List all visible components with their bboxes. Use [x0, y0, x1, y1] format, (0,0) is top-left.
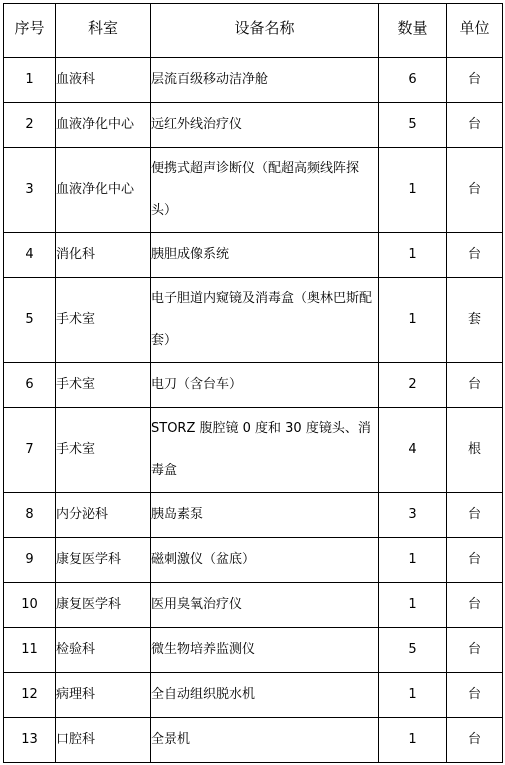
table-row	[4, 538, 503, 583]
cell-unit: 台	[447, 103, 503, 148]
equipment-table	[3, 3, 503, 763]
cell-department: 检验科	[56, 628, 151, 673]
cell-serial-number: 6	[4, 363, 56, 408]
cell-serial-number: 5	[4, 278, 56, 363]
cell-quantity: 6	[379, 58, 447, 103]
table-row	[4, 278, 503, 363]
cell-unit: 台	[447, 673, 503, 718]
cell-equipment-name: 全景机	[151, 718, 379, 763]
cell-quantity: 1	[379, 673, 447, 718]
cell-equipment-name: 微生物培养监测仪	[151, 628, 379, 673]
cell-equipment-name: 胰岛素泵	[151, 493, 379, 538]
cell-quantity: 1	[379, 148, 447, 233]
cell-unit: 台	[447, 148, 503, 233]
cell-serial-number: 13	[4, 718, 56, 763]
header-equipment-name: 设备名称	[151, 4, 379, 58]
table-row	[4, 718, 503, 763]
cell-unit: 套	[447, 278, 503, 363]
cell-serial-number: 2	[4, 103, 56, 148]
cell-unit: 台	[447, 628, 503, 673]
cell-unit: 台	[447, 58, 503, 103]
cell-quantity: 5	[379, 628, 447, 673]
cell-equipment-name: 电刀（含台车）	[151, 363, 379, 408]
header-serial-number: 序号	[4, 4, 56, 58]
cell-equipment-name: 电子胆道内窥镜及消毒盒（奥林巴斯配套）	[151, 278, 379, 363]
table-row	[4, 363, 503, 408]
cell-equipment-name: 胰胆成像系统	[151, 233, 379, 278]
cell-department: 手术室	[56, 363, 151, 408]
cell-department: 病理科	[56, 673, 151, 718]
table-header-row	[4, 4, 503, 58]
table-row	[4, 233, 503, 278]
cell-unit: 台	[447, 233, 503, 278]
cell-serial-number: 11	[4, 628, 56, 673]
cell-equipment-name: STORZ 腹腔镜 0 度和 30 度镜头、消毒盒	[151, 408, 379, 493]
cell-serial-number: 9	[4, 538, 56, 583]
cell-department: 血液科	[56, 58, 151, 103]
cell-department: 手术室	[56, 408, 151, 493]
cell-quantity: 1	[379, 233, 447, 278]
cell-equipment-name: 层流百级移动洁净舱	[151, 58, 379, 103]
header-unit: 单位	[447, 4, 503, 58]
cell-department: 血液净化中心	[56, 148, 151, 233]
cell-equipment-name: 便携式超声诊断仪（配超高频线阵探头）	[151, 148, 379, 233]
cell-serial-number: 4	[4, 233, 56, 278]
cell-department: 内分泌科	[56, 493, 151, 538]
header-quantity: 数量	[379, 4, 447, 58]
cell-serial-number: 3	[4, 148, 56, 233]
table-row	[4, 493, 503, 538]
table-row	[4, 628, 503, 673]
cell-unit: 台	[447, 493, 503, 538]
cell-department: 手术室	[56, 278, 151, 363]
cell-quantity: 4	[379, 408, 447, 493]
cell-equipment-name: 磁刺激仪（盆底）	[151, 538, 379, 583]
table-row	[4, 408, 503, 493]
cell-unit: 台	[447, 363, 503, 408]
cell-quantity: 5	[379, 103, 447, 148]
table-row	[4, 148, 503, 233]
cell-serial-number: 8	[4, 493, 56, 538]
cell-quantity: 1	[379, 718, 447, 763]
cell-unit: 根	[447, 408, 503, 493]
cell-equipment-name: 远红外线治疗仪	[151, 103, 379, 148]
cell-unit: 台	[447, 583, 503, 628]
cell-serial-number: 7	[4, 408, 56, 493]
cell-quantity: 3	[379, 493, 447, 538]
table-row	[4, 103, 503, 148]
cell-department: 口腔科	[56, 718, 151, 763]
cell-serial-number: 1	[4, 58, 56, 103]
cell-quantity: 1	[379, 278, 447, 363]
table-row	[4, 58, 503, 103]
cell-quantity: 1	[379, 538, 447, 583]
cell-serial-number: 10	[4, 583, 56, 628]
header-department: 科室	[56, 4, 151, 58]
table-row	[4, 673, 503, 718]
cell-quantity: 1	[379, 583, 447, 628]
cell-department: 消化科	[56, 233, 151, 278]
cell-quantity: 2	[379, 363, 447, 408]
table-row	[4, 583, 503, 628]
cell-department: 康复医学科	[56, 538, 151, 583]
cell-equipment-name: 全自动组织脱水机	[151, 673, 379, 718]
cell-equipment-name: 医用臭氧治疗仪	[151, 583, 379, 628]
cell-unit: 台	[447, 718, 503, 763]
cell-unit: 台	[447, 538, 503, 583]
cell-serial-number: 12	[4, 673, 56, 718]
cell-department: 康复医学科	[56, 583, 151, 628]
cell-department: 血液净化中心	[56, 103, 151, 148]
